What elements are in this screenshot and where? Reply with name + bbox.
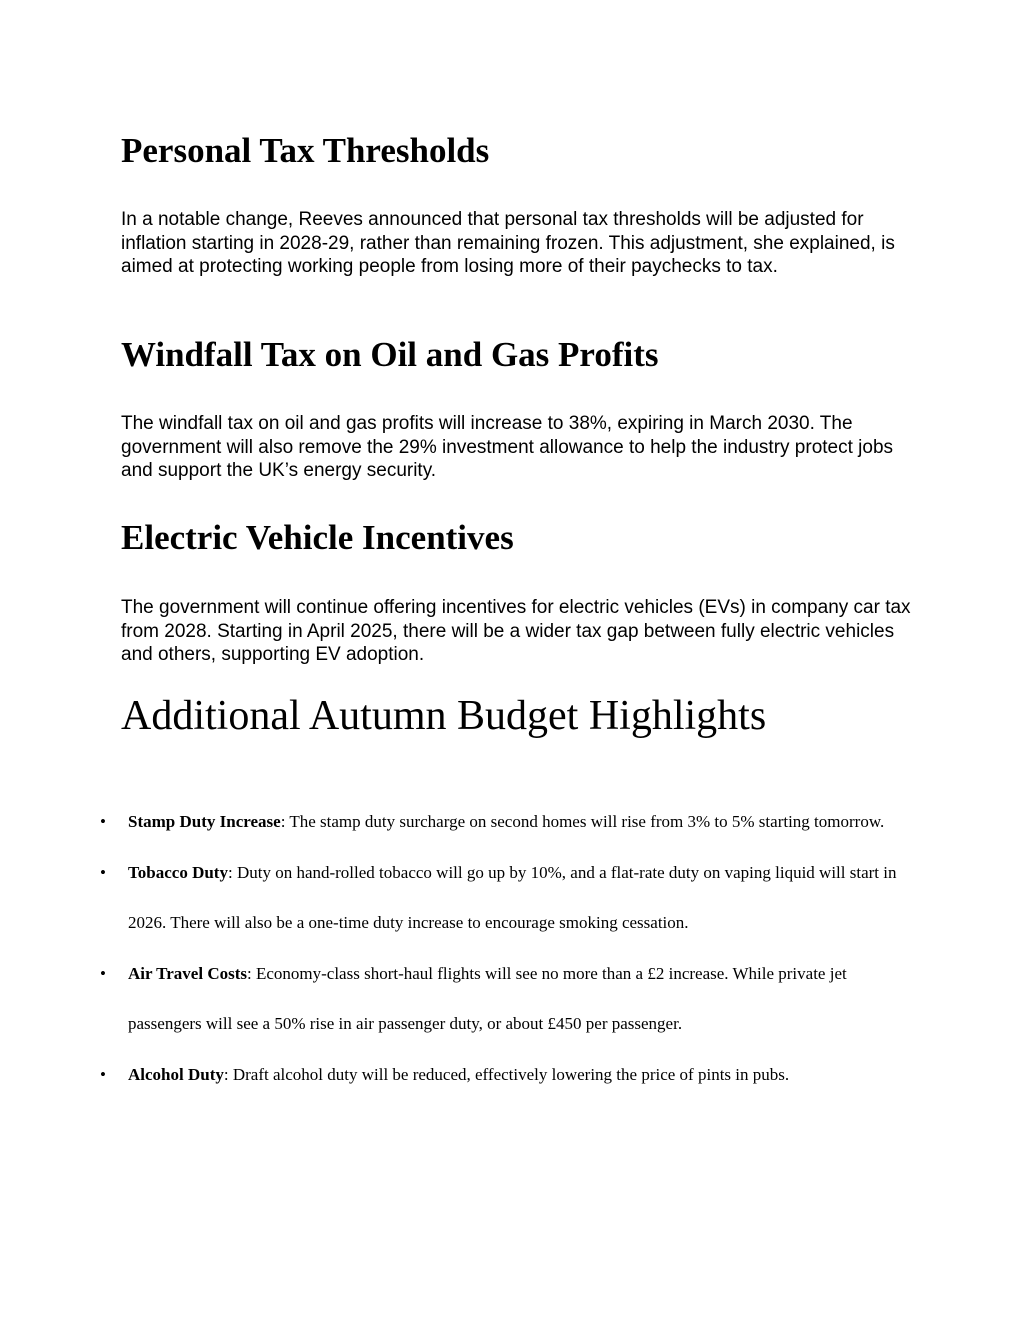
list-item-text: : Economy-class short-haul flights will see no more than a £2 increase. While private jet passengers will see a 50% rise in air passenger duty, or about £450 per passenger.	[128, 963, 847, 1033]
section-body-windfall-tax: The windfall tax on oil and gas profits will increase to 38%, expiring in March 2030. The government will also remove the 29% investment allowance to help the industry protect jobs and support the UK’s energy security.	[121, 413, 894, 481]
list-item-term: Tobacco Duty	[128, 862, 228, 882]
list-item-term: Air Travel Costs	[128, 963, 247, 983]
list-item-term: Stamp Duty Increase	[128, 812, 281, 831]
bullet-icon: •	[100, 963, 106, 983]
list-item-text: : Draft alcohol duty will be reduced, effectively lowering the price of pints in pubs.	[223, 1064, 790, 1084]
section-heading-personal-tax: Personal Tax Thresholds	[121, 131, 490, 170]
bullet-icon: •	[100, 812, 106, 831]
list-item-text: : Duty on hand-rolled tobacco will go up by 10%, and a flat-rate duty on vaping liquid will start in 2026. There will also be a one-time duty increase to encourage smoking cessation.	[128, 862, 897, 932]
list-item-term: Alcohol Duty	[128, 1064, 224, 1084]
list-item-tobacco-duty	[0, 848, 898, 949]
section-heading-ev-incentives: Electric Vehicle Incentives	[121, 518, 514, 557]
bullet-icon: •	[100, 862, 106, 882]
section-body-ev-incentives: The government will continue offering incentives for electric vehicles (EVs) in company car tax from 2028. Starting in April 2025, there will be a wider tax gap between fully electric vehicles and others, supporting EV adoption.	[121, 597, 911, 665]
section-heading-windfall-tax: Windfall Tax on Oil and Gas Profits	[121, 335, 659, 374]
highlights-list	[0, 797, 1024, 1100]
bullet-icon: •	[100, 1064, 106, 1084]
list-item-stamp-duty	[0, 797, 898, 848]
list-item-alcohol-duty	[0, 1050, 898, 1101]
highlights-heading: Additional Autumn Budget Highlights	[121, 693, 767, 739]
section-body-personal-tax: In a notable change, Reeves announced that personal tax thresholds will be adjusted for inflation starting in 2028-29, rather than remaining frozen. This adjustment, she explained, is aimed at protecting working people from losing more of their paychecks to tax.	[121, 209, 895, 277]
list-item-text: : The stamp duty surcharge on second homes will rise from 3% to 5% starting tomorrow.	[280, 812, 885, 831]
list-item-air-travel	[0, 949, 898, 1050]
